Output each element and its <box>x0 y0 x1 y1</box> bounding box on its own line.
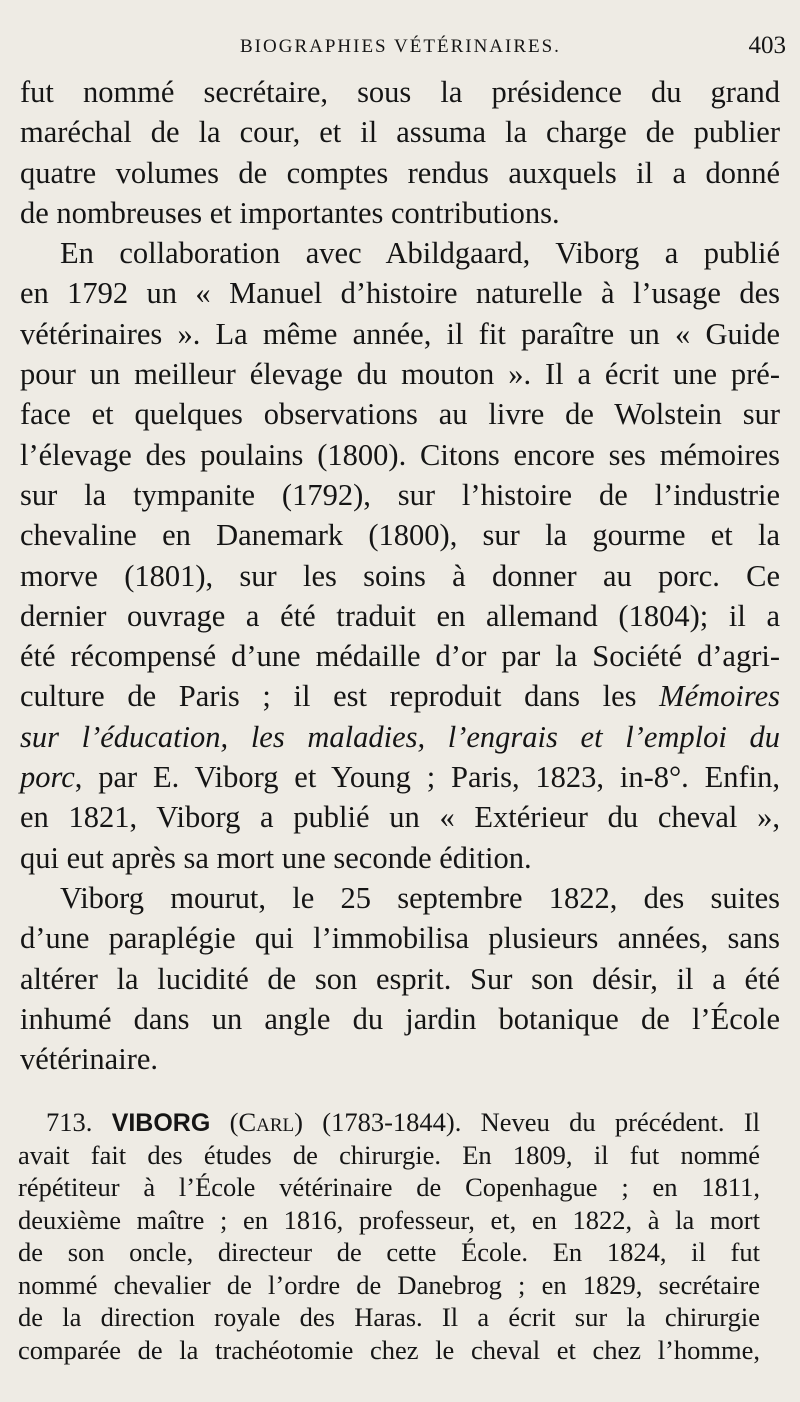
text-line <box>20 757 780 797</box>
paragraph-3 <box>20 878 780 1079</box>
entry-line: avait fait des études de chirurgie. En 1809, il fut nommé <box>18 1139 760 1170</box>
text-span: , par E. Viborg et Young ; Paris, 1823, in-8°. Enfin, <box>74 760 780 795</box>
entry-line: de son oncle, directeur de cette École. En 1824, il fut <box>18 1237 760 1267</box>
italic-title: Mémoires <box>659 679 781 714</box>
text-line: chevaline en Danemark (1800), sur la gourme et la <box>20 518 780 553</box>
text-line: de nombreuses et importantes contributions. <box>20 195 560 230</box>
text-line: qui eut après sa mort une seconde édition. <box>20 840 532 875</box>
text-line: inhumé dans un angle du jardin botanique de l’École <box>20 1001 780 1036</box>
paragraph-1 <box>20 72 780 233</box>
text-line <box>20 676 780 716</box>
entry-line: de la direction royale des Haras. Il a écrit sur la chirurgie <box>18 1302 760 1332</box>
text-line: en 1821, Viborg a publié un « Extérieur du cheval », <box>20 800 780 835</box>
entry-line: deuxième maître ; en 1816, professeur, et, en 1822, à la mort <box>18 1204 760 1235</box>
entry-line: nommé chevalier de l’ordre de Danebrog ; en 1829, secrétaire <box>18 1269 760 1300</box>
text-line: vétérinaire. <box>20 1042 159 1077</box>
text-line: l’élevage des poulains (1800). Citons encore ses mémoires <box>20 437 780 472</box>
entry-line: comparée de la trachéotomie chez le cheval et chez l’homme, <box>18 1334 760 1365</box>
text-span: culture de Paris ; il est reproduit dans les <box>20 679 637 714</box>
text-line: altérer la lucidité de son esprit. Sur son désir, il a été <box>20 961 780 996</box>
body-text <box>20 72 780 1079</box>
text-line: en 1792 un « Manuel d’histoire naturelle à l’usage des <box>20 276 780 311</box>
text-line: pour un meilleur élevage du mouton ». Il a écrit une pré- <box>20 357 780 392</box>
text-line: sur la tympanite (1792), sur l’histoire de l’industrie <box>20 477 780 512</box>
text-line: dernier ouvrage a été traduit en allemand (1804); il a <box>20 598 780 633</box>
text-line: d’une paraplégie qui l’immobilisa plusieurs années, sans <box>20 921 780 956</box>
entry-name: VIBORG <box>111 1109 211 1137</box>
text-line: En collaboration avec Abildgaard, Viborg a publié <box>60 236 780 271</box>
paragraph-2 <box>20 233 780 878</box>
text-line: quatre volumes de comptes rendus auxquels il a donné <box>20 155 780 190</box>
entry-number: 713. <box>46 1107 93 1137</box>
entry-given-name: (Carl) <box>229 1107 303 1137</box>
page-number: 403 <box>748 32 786 59</box>
text-line: Viborg mourut, le 25 septembre 1822, des suites <box>60 880 780 915</box>
text-line: maréchal de la cour, et il assuma la charge de publier <box>20 115 780 150</box>
running-title: BIOGRAPHIES VÉTÉRINAIRES. <box>240 36 561 57</box>
text-line: fut nommé secrétaire, sous la présidence du grand <box>20 75 780 109</box>
italic-title: porc <box>20 760 75 795</box>
entry-heading-line <box>18 1106 760 1139</box>
italic-title: sur l’éducation, les maladies, l’engrais et l’emploi du <box>20 719 780 754</box>
text-line: été récompensé d’une médaille d’or par la Société d’agri- <box>20 639 780 674</box>
text-span: (1783-1844). Neveu du précédent. Il <box>302 1107 761 1137</box>
text-line: morve (1801), sur les soins à donner au porc. Ce <box>20 558 780 593</box>
biography-entry-713 <box>18 1106 760 1366</box>
entry-line: répétiteur à l’École vétérinaire de Copenhague ; en 1811, <box>18 1172 760 1202</box>
text-line: face et quelques observations au livre de Wolstein sur <box>20 397 780 432</box>
text-line: vétérinaires ». La même année, il fit paraître un « Guide <box>20 316 780 351</box>
text-line <box>20 717 780 757</box>
running-header <box>0 30 800 70</box>
